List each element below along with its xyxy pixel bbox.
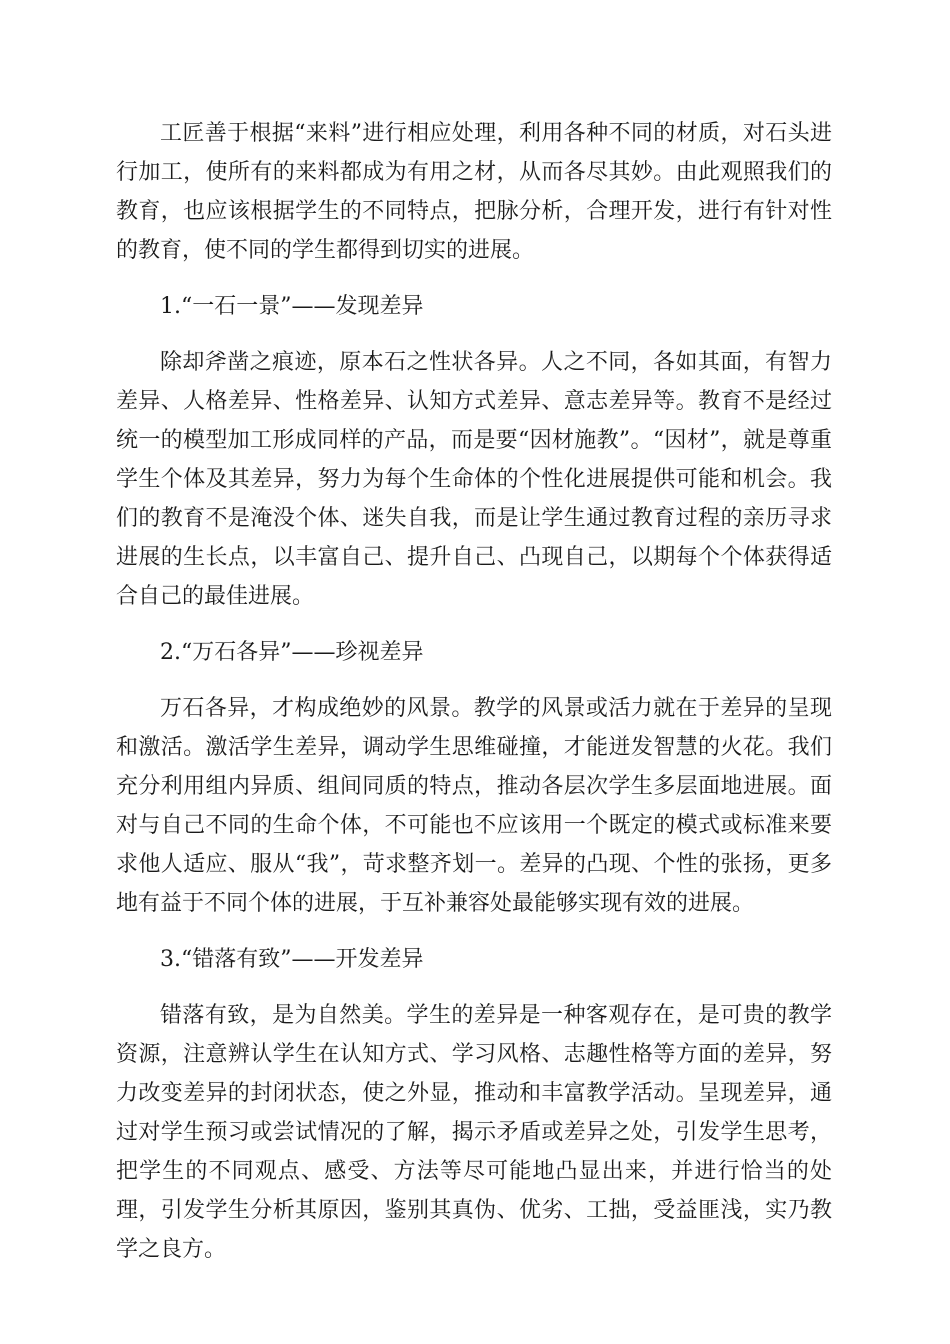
document-body (116, 114, 832, 1286)
section-heading-2: 2.“万石各异”——珍视差异 (160, 640, 424, 665)
section-heading-1: 1.“一石一景”——发现差异 (160, 294, 424, 319)
intro-paragraph: 工匠善于根据“来料”进行相应处理，利用各种不同的材质，对石头进行加工，使所有的来料都成为有用之材，从而各尽其妙。由此观照我们的教育，也应该根据学生的不同特点，把脉分析，合理开发，进行有针对性的教育，使不同的学生都得到切实的进展。 (116, 121, 832, 263)
section-2-paragraph: 万石各异，才构成绝妙的风景。教学的风景或活力就在于差异的呈现和激活。激活学生差异，调动学生思维碰撞，才能迸发智慧的火花。我们充分利用组内异质、组间同质的特点，推动各层次学生多层面地进展。面对与自己不同的生命个体，不可能也不应该用一个既定的模式或标准来要求他人适应、服从“我”，苛求整齐划一。差异的凸现、个性的张扬，更多地有益于不同个体的进展，于互补兼容处最能够实现有效的进展。 (116, 696, 832, 916)
section-1-paragraph: 除却斧凿之痕迹，原本石之性状各异。人之不同，各如其面，有智力差异、人格差异、性格差异、认知方式差异、意志差异等。教育不是经过统一的模型加工形成同样的产品，而是要“因材施教”。“因材”，就是尊重学生个体及其差异，努力为每个生命体的个性化进展提供可能和机会。我们的教育不是淹没个体、迷失自我，而是让学生通过教育过程的亲历寻求进展的生长点，以丰富自己、提升自己、凸现自己，以期每个个体获得适合自己的最佳进展。 (116, 350, 832, 609)
section-3-paragraph: 错落有致，是为自然美。学生的差异是一种客观存在，是可贵的教学资源，注意辨认学生在认知方式、学习风格、志趣性格等方面的差异，努力改变差异的封闭状态，使之外显，推动和丰富教学活动。呈现差异，通过对学生预习或尝试情况的了解，揭示矛盾或差异之处，引发学生思考，把学生的不同观点、感受、方法等尽可能地凸显出来，并进行恰当的处理，引发学生分析其原因，鉴别其真伪、优劣、工拙，受益匪浅，实乃教学之良方。 (116, 1003, 832, 1262)
section-heading-3: 3.“错落有致”——开发差异 (160, 947, 424, 972)
